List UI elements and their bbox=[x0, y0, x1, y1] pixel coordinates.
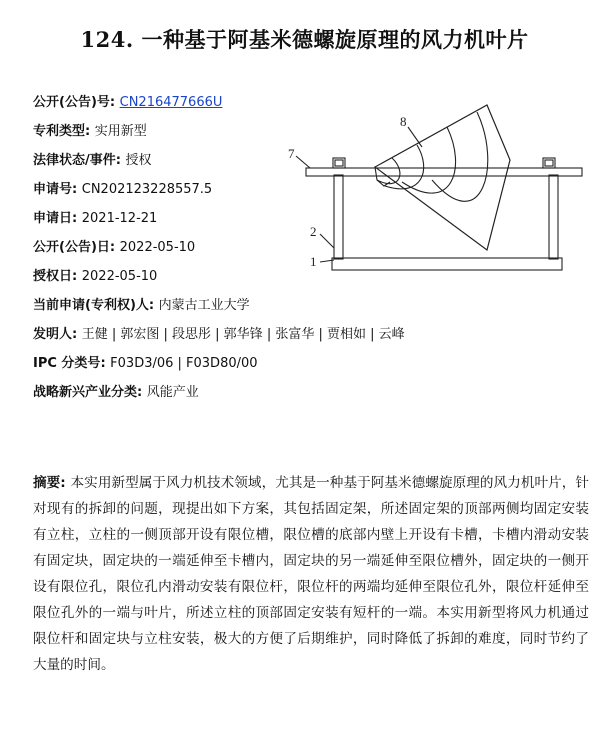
right-column bbox=[549, 175, 558, 259]
abstract: 摘要: 本实用新型属于风力机技术领域，尤其是一种基于阿基米德螺旋原理的风力机叶片，针对现有的拆卸的问题，现提出如下方案，其包括固定架，所述固定架的顶部两侧均固定安装有立柱，立柱的一侧顶部开设有限位槽，限位槽的底部内壁上开设有卡槽，卡槽内滑动安装有固定块，固定块的一端延伸至卡槽内，固定块的另一端延伸至限位槽外，固定块的一侧开设有限位孔，限位孔内滑动安装有限位杆，限位杆的两端均延伸至限位孔外，限位杆延伸至限位孔外的一端与叶片，所述立柱的顶部固定安装有短杆的一端。本实用新型将风力机通过限位杆和固定块与立柱安装，极大的方便了后期维护，同时降低了拆卸的难度，同时节约了大量的时间。 bbox=[33, 475, 590, 673]
field-applicant: 当前申请(专利权)人: 内蒙古工业大学 bbox=[33, 298, 250, 313]
field-legal-status: 法律状态/事件: 授权 bbox=[33, 153, 152, 168]
field-ipc: IPC 分类号: F03D3/06 | F03D80/00 bbox=[33, 356, 258, 371]
field-publication-date: 公开(公告)日: 2022-05-10 bbox=[33, 240, 196, 255]
label-8: 8 bbox=[400, 114, 407, 129]
publication-number-link[interactable]: CN216477666U bbox=[119, 95, 223, 110]
page-title: 124. 一种基于阿基米德螺旋原理的风力机叶片 bbox=[80, 27, 529, 52]
label-1: 1 bbox=[310, 254, 317, 269]
label-7: 7 bbox=[288, 146, 295, 161]
base-frame bbox=[332, 258, 562, 270]
short-rod bbox=[306, 168, 582, 176]
cone-blade bbox=[375, 105, 510, 250]
abstract-label: 摘要 bbox=[33, 475, 61, 491]
left-column bbox=[334, 175, 343, 259]
field-publication-number: 公开(公告)号: CN216477666U bbox=[33, 95, 223, 110]
field-application-date: 申请日: 2021-12-21 bbox=[33, 211, 158, 226]
field-grant-date: 授权日: 2022-05-10 bbox=[33, 269, 158, 284]
abstract-text: 本实用新型属于风力机技术领域，尤其是一种基于阿基米德螺旋原理的风力机叶片，针对现有的拆卸的问题，现提出如下方案，其包括固定架，所述固定架的顶部两侧均固定安装有立柱，立柱的一侧顶部开设有限位槽，限位槽的底部内壁上开设有卡槽，卡槽内滑动安装有固定块，固定块的一端延伸至卡槽内，固定块的另一端延伸至限位槽外，固定块的一侧开设有限位孔，限位孔内滑动安装有限位杆，限位杆的两端均延伸至限位孔外，限位杆延伸至限位孔外的一端与叶片，所述立柱的顶部固定安装有短杆的一端。本实用新型将风力机通过限位杆和固定块与立柱安装，极大的方便了后期维护，同时降低了拆卸的难度，同时节约了大量的时间。 bbox=[33, 475, 590, 673]
label-2: 2 bbox=[310, 224, 317, 239]
field-patent-type: 专利类型: 实用新型 bbox=[33, 124, 147, 139]
field-industry-category: 战略新兴产业分类: 风能产业 bbox=[33, 385, 199, 400]
field-application-number: 申请号: CN202123228557.5 bbox=[33, 182, 213, 197]
field-inventors: 发明人: 王健 | 郭宏图 | 段思彤 | 郭华锋 | 张富华 | 贾相如 | 云峰 bbox=[33, 327, 405, 342]
patent-drawing bbox=[282, 100, 592, 290]
